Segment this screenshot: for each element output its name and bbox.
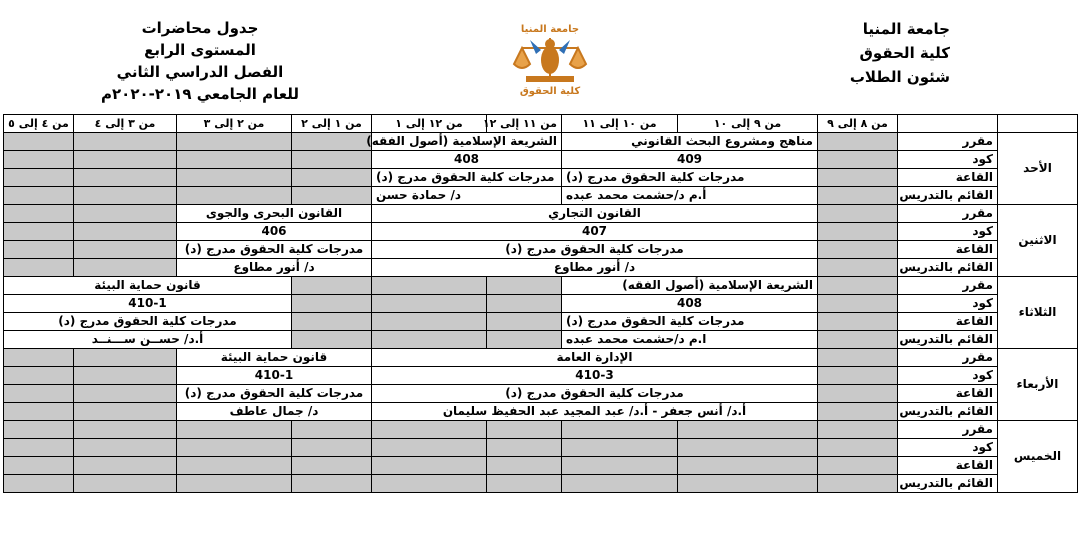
faculty-logo (500, 20, 600, 98)
cell-lecturer: د/ جمال عاطف (177, 403, 372, 421)
table-row (4, 403, 1078, 421)
empty-cell (818, 349, 898, 367)
table-row (4, 457, 1078, 475)
cell-course: قانون حماية البيئة (4, 277, 292, 295)
row-label-hall: القاعة (898, 457, 998, 475)
empty-cell (4, 151, 74, 169)
empty-cell (74, 439, 177, 457)
empty-cell (487, 295, 562, 313)
empty-cell (74, 457, 177, 475)
empty-cell (4, 385, 74, 403)
time-header-blank (898, 115, 998, 133)
empty-cell (74, 403, 177, 421)
time-slot: من ٤ إلى ٥ (4, 115, 74, 133)
empty-cell (818, 169, 898, 187)
empty-cell (74, 385, 177, 403)
empty-cell (678, 421, 818, 439)
schedule-year: للعام الجامعي ٢٠١٩-٢٠٢٠م (101, 85, 299, 103)
table-row (4, 151, 1078, 169)
row-label-code: كود (898, 367, 998, 385)
empty-cell (74, 169, 177, 187)
empty-cell (818, 475, 898, 493)
schedule-level: المستوى الرابع (144, 41, 256, 59)
row-label-hall: القاعة (898, 313, 998, 331)
time-slot: من ١٠ إلى ١١ (562, 115, 678, 133)
day-wednesday: الأربعاء (998, 349, 1078, 421)
empty-cell (372, 475, 487, 493)
empty-cell (4, 133, 74, 151)
empty-cell (818, 367, 898, 385)
empty-cell (74, 151, 177, 169)
empty-cell (177, 421, 292, 439)
empty-cell (292, 313, 372, 331)
empty-cell (562, 421, 678, 439)
time-slot: من ٣ إلى ٤ (74, 115, 177, 133)
cell-lecturer: ا.م د/حشمت محمد عبده (562, 331, 818, 349)
day-monday: الاثنين (998, 205, 1078, 277)
empty-cell (372, 421, 487, 439)
row-label-code: كود (898, 295, 998, 313)
empty-cell (678, 475, 818, 493)
row-label-course: مقرر (898, 205, 998, 223)
cell-lecturer: أ.د/ أنس جعفر - أ.د/ عبد المجيد عبد الحفيظ سليمان (372, 403, 818, 421)
time-slot: من ٩ إلى ١٠ (678, 115, 818, 133)
empty-cell (292, 151, 372, 169)
cell-code: 407 (372, 223, 818, 241)
logo-top-text: جامعة المنيا (520, 24, 580, 35)
empty-cell (74, 187, 177, 205)
empty-cell (292, 277, 372, 295)
table-row (4, 169, 1078, 187)
cell-course: الشريعة الإسلامية (أصول الفقه) (562, 277, 818, 295)
empty-cell (4, 349, 74, 367)
table-row (4, 421, 1078, 439)
empty-cell (4, 187, 74, 205)
cell-course: القانون البحرى والجوى (177, 205, 372, 223)
table-row (4, 223, 1078, 241)
row-label-course: مقرر (898, 349, 998, 367)
day-tuesday: الثلاثاء (998, 277, 1078, 349)
empty-cell (74, 241, 177, 259)
empty-cell (4, 457, 74, 475)
cell-code: 409 (562, 151, 818, 169)
cell-hall: مدرجات كلية الحقوق مدرج (د) (177, 385, 372, 403)
cell-hall: مدرجات كلية الحقوق مدرج (د) (4, 313, 292, 331)
empty-cell (4, 169, 74, 187)
empty-cell (487, 331, 562, 349)
time-slot: من ٢ إلى ٣ (177, 115, 292, 133)
empty-cell (562, 475, 678, 493)
empty-cell (4, 367, 74, 385)
cell-code: 410-1 (177, 367, 372, 385)
row-label-lecturer: القائم بالتدريس (898, 259, 998, 277)
logo-bottom-text: كلية الحقوق (519, 86, 581, 97)
empty-cell (818, 277, 898, 295)
empty-cell (4, 403, 74, 421)
empty-cell (177, 133, 292, 151)
empty-cell (74, 259, 177, 277)
empty-cell (74, 421, 177, 439)
table-row (4, 133, 1078, 151)
empty-cell (372, 313, 487, 331)
cell-code: 406 (177, 223, 372, 241)
cell-course: قانون حماية البيئة (177, 349, 372, 367)
cell-hall: مدرجات كلية الحقوق مدرج (د) (562, 169, 818, 187)
cell-hall: مدرجات كلية الحقوق مدرج (د) (372, 241, 818, 259)
empty-cell (74, 349, 177, 367)
empty-cell (372, 295, 487, 313)
row-label-lecturer: القائم بالتدريس (898, 187, 998, 205)
table-row (4, 331, 1078, 349)
empty-cell (292, 187, 372, 205)
row-label-lecturer: القائم بالتدريس (898, 331, 998, 349)
empty-cell (292, 421, 372, 439)
table-row (4, 313, 1078, 331)
table-row (4, 367, 1078, 385)
empty-cell (292, 331, 372, 349)
empty-cell (292, 439, 372, 457)
row-label-course: مقرر (898, 133, 998, 151)
empty-cell (4, 241, 74, 259)
empty-cell (74, 205, 177, 223)
empty-cell (678, 439, 818, 457)
cell-code: 410-3 (372, 367, 818, 385)
empty-cell (818, 421, 898, 439)
empty-cell (487, 421, 562, 439)
empty-cell (487, 457, 562, 475)
cell-lecturer: أ.م د/حشمت محمد عبده (562, 187, 818, 205)
table-row (4, 385, 1078, 403)
row-label-lecturer: القائم بالتدريس (898, 403, 998, 421)
empty-cell (292, 295, 372, 313)
row-label-hall: القاعة (898, 169, 998, 187)
cell-code: 410-1 (4, 295, 292, 313)
table-row (4, 277, 1078, 295)
row-label-course: مقرر (898, 277, 998, 295)
empty-cell (818, 187, 898, 205)
table-row (4, 187, 1078, 205)
cell-code: 408 (372, 151, 562, 169)
time-slot: من ١ إلى ٢ (292, 115, 372, 133)
empty-cell (487, 475, 562, 493)
empty-cell (292, 457, 372, 475)
empty-cell (818, 259, 898, 277)
empty-cell (74, 367, 177, 385)
cell-hall: مدرجات كلية الحقوق مدرج (د) (562, 313, 818, 331)
empty-cell (177, 151, 292, 169)
empty-cell (487, 277, 562, 295)
empty-cell (4, 259, 74, 277)
department-name: شئون الطلاب (849, 68, 950, 86)
empty-cell (818, 403, 898, 421)
university-header (750, 17, 950, 89)
empty-cell (74, 223, 177, 241)
empty-cell (292, 169, 372, 187)
empty-cell (818, 205, 898, 223)
schedule-title: جدول محاضرات (141, 19, 259, 37)
table-row (4, 205, 1078, 223)
cell-lecturer: د/ أنور مطاوع (177, 259, 372, 277)
cell-hall: مدرجات كلية الحقوق مدرج (د) (372, 169, 562, 187)
empty-cell (177, 169, 292, 187)
row-label-code: كود (898, 439, 998, 457)
table-row (4, 349, 1078, 367)
empty-cell (818, 385, 898, 403)
cell-hall: مدرجات كلية الحقوق مدرج (د) (372, 385, 818, 403)
empty-cell (487, 439, 562, 457)
row-label-hall: القاعة (898, 385, 998, 403)
empty-cell (4, 475, 74, 493)
empty-cell (74, 133, 177, 151)
empty-cell (177, 439, 292, 457)
table-row (4, 439, 1078, 457)
day-thursday: الخميس (998, 421, 1078, 493)
empty-cell (818, 439, 898, 457)
schedule-semester: الفصل الدراسي الثاني (116, 63, 284, 81)
empty-cell (487, 313, 562, 331)
empty-cell (4, 205, 74, 223)
cell-course: مناهج ومشروع البحث القانوني (562, 133, 818, 151)
empty-cell (818, 295, 898, 313)
time-header-corner (998, 115, 1078, 133)
empty-cell (292, 133, 372, 151)
empty-cell (818, 313, 898, 331)
schedule-table (3, 114, 1078, 493)
university-name: جامعة المنيا (862, 20, 950, 38)
faculty-name: كلية الحقوق (859, 44, 950, 62)
empty-cell (177, 475, 292, 493)
empty-cell (372, 277, 487, 295)
time-slot: من ١٢ إلى ١ (372, 115, 487, 133)
logo-base (526, 76, 574, 82)
figure-icon (530, 39, 570, 74)
schedule-header (80, 17, 320, 105)
empty-cell (74, 475, 177, 493)
empty-cell (562, 439, 678, 457)
empty-cell (292, 475, 372, 493)
empty-cell (372, 457, 487, 475)
row-label-course: مقرر (898, 421, 998, 439)
cell-lecturer: أ.د/ حســن ســـنــد (4, 331, 292, 349)
empty-cell (372, 331, 487, 349)
cell-lecturer: د/ حمادة حسن (372, 187, 562, 205)
empty-cell (562, 457, 678, 475)
empty-cell (177, 187, 292, 205)
time-header-row (4, 115, 1078, 133)
time-slot: من ٨ إلى ٩ (818, 115, 898, 133)
table-row (4, 475, 1078, 493)
empty-cell (818, 241, 898, 259)
empty-cell (372, 439, 487, 457)
cell-course: القانون التجاري (372, 205, 818, 223)
cell-lecturer: د/ أنور مطاوع (372, 259, 818, 277)
empty-cell (818, 151, 898, 169)
cell-code: 408 (562, 295, 818, 313)
cell-course: الإدارة العامة (372, 349, 818, 367)
table-row (4, 259, 1078, 277)
empty-cell (4, 439, 74, 457)
empty-cell (818, 223, 898, 241)
empty-cell (4, 223, 74, 241)
empty-cell (4, 421, 74, 439)
row-label-lecturer: القائم بالتدريس (898, 475, 998, 493)
table-row (4, 241, 1078, 259)
empty-cell (177, 457, 292, 475)
cell-hall: مدرجات كلية الحقوق مدرج (د) (177, 241, 372, 259)
row-label-hall: القاعة (898, 241, 998, 259)
empty-cell (818, 457, 898, 475)
table-row (4, 295, 1078, 313)
row-label-code: كود (898, 151, 998, 169)
time-slot: من ١١ إلى ١٢ (487, 115, 562, 133)
day-sunday: الأحد (998, 133, 1078, 205)
empty-cell (678, 457, 818, 475)
empty-cell (818, 133, 898, 151)
empty-cell (818, 331, 898, 349)
cell-course: الشريعة الإسلامية (أصول الفقه) (372, 133, 562, 151)
row-label-code: كود (898, 223, 998, 241)
